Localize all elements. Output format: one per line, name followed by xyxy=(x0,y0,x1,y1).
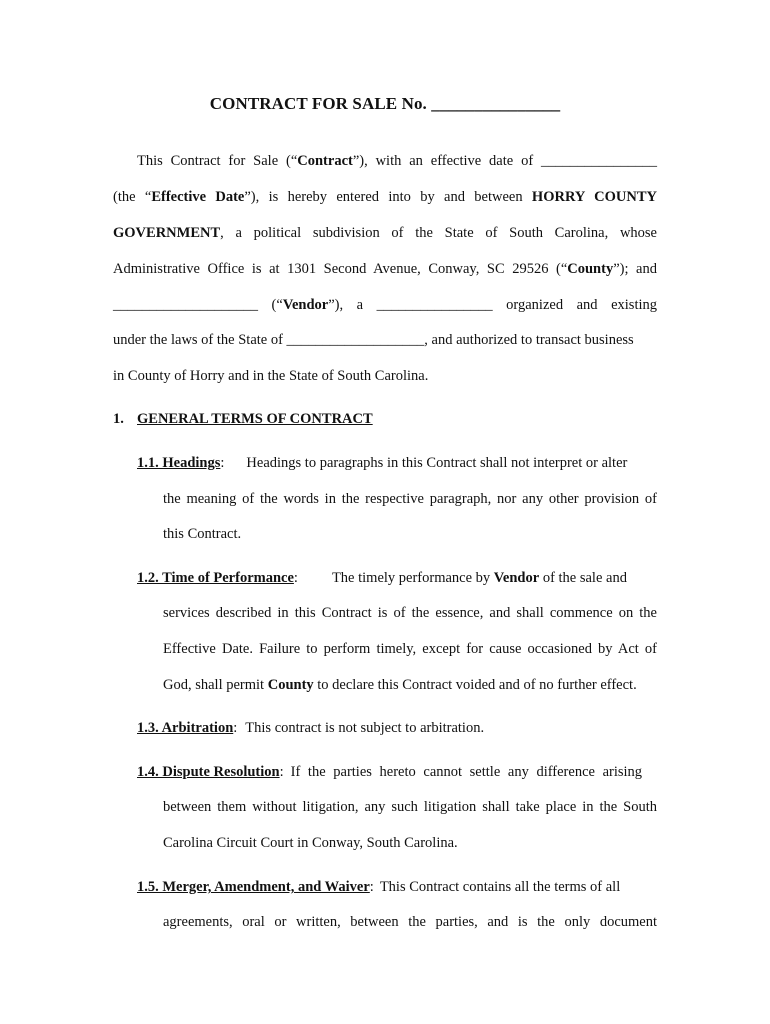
intro-text: organized and existing xyxy=(492,297,658,313)
item-1-2-line-3: Effective Date. Failure to perform timely, except for cause occasioned by Act of xyxy=(163,641,657,657)
item-1-2-line-2: services described in this Contract is of the essence, and shall commence on the xyxy=(163,605,657,621)
item-1-2-line-1 xyxy=(137,568,657,588)
entity-type-blank: ________________ xyxy=(376,297,493,313)
item-text: of the sale and xyxy=(539,570,627,586)
intro-text: ”), a xyxy=(328,297,377,313)
county-term: County xyxy=(267,677,314,693)
item-1-5-line-1 xyxy=(137,877,657,897)
intro-line-2 xyxy=(113,187,657,207)
item-text: God, shall permit xyxy=(163,677,268,693)
intro-text: ”), with an effective date of ________________ xyxy=(352,153,657,169)
intro-line-7: in County of Horry and in the State of South Carolina. xyxy=(113,368,429,384)
intro-text: ”), is hereby entered into by and between xyxy=(244,189,532,205)
item-text: The timely performance by xyxy=(331,570,494,586)
intro-text: under the laws of the State of xyxy=(113,332,287,348)
item-1-4-line-3: Carolina Circuit Court in Conway, South Carolina. xyxy=(163,835,458,851)
intro-line-4 xyxy=(113,259,657,279)
item-1-4-line-1 xyxy=(137,762,657,782)
section-number: 1. xyxy=(113,411,124,427)
intro-line-1 xyxy=(137,151,657,171)
item-label: 1.1. Headings xyxy=(137,455,221,471)
colon: : xyxy=(293,570,298,586)
colon: : xyxy=(233,720,238,736)
item-text: Headings to paragraphs in this Contract shall not interpret or alter xyxy=(246,455,628,471)
intro-text: (the “ xyxy=(113,189,152,205)
intro-text: Administrative Office is at 1301 Second Avenue, Conway, SC 29526 (“ xyxy=(113,261,568,277)
item-text: This contract is not subject to arbitration. xyxy=(245,720,485,736)
section-heading xyxy=(113,409,373,429)
item-label: 1.4. Dispute Resolution xyxy=(137,764,280,780)
item-text: If the parties hereto cannot settle any difference arising xyxy=(290,764,643,780)
intro-line-5 xyxy=(113,295,657,315)
intro-line-3 xyxy=(113,223,657,243)
item-label: 1.3. Arbitration xyxy=(137,720,234,736)
item-label: 1.2. Time of Performance xyxy=(137,570,294,586)
item-1-1-line-2: the meaning of the words in the respective paragraph, nor any other provision of xyxy=(163,491,657,507)
party-name: GOVERNMENT xyxy=(113,225,221,241)
vendor-term: Vendor xyxy=(282,297,329,313)
item-1-5-line-2: agreements, oral or written, between the parties, and is the only document xyxy=(163,914,657,930)
colon: : xyxy=(279,764,284,780)
intro-text: ”); and xyxy=(613,261,657,277)
effective-date-term: Effective Date xyxy=(151,189,245,205)
contract-title: CONTRACT FOR SALE No. _______________ xyxy=(209,94,561,113)
vendor-term: Vendor xyxy=(493,570,540,586)
item-text: to declare this Contract voided and of no further effect. xyxy=(313,677,637,693)
item-1-3-line-1 xyxy=(137,718,657,738)
vendor-blank: ____________________ (“ xyxy=(113,297,283,313)
item-1-2-line-4 xyxy=(163,675,657,695)
intro-text: , a political subdivision of the State of South Carolina, whose xyxy=(220,225,657,241)
item-1-1-line-3: this Contract. xyxy=(163,526,242,542)
item-1-4-line-2: between them without litigation, any such litigation shall take place in the South xyxy=(163,799,657,815)
intro-text: This Contract for Sale (“ xyxy=(137,153,298,169)
county-term: County xyxy=(567,261,614,277)
item-1-1-line-1 xyxy=(137,453,657,473)
section-title: GENERAL TERMS OF CONTRACT xyxy=(137,411,373,427)
contract-term: Contract xyxy=(297,153,353,169)
colon: : xyxy=(369,879,374,895)
party-name: HORRY COUNTY xyxy=(531,189,658,205)
intro-line-6 xyxy=(113,330,657,350)
item-text: This Contract contains all the terms of all xyxy=(379,879,621,895)
state-blank: ___________________ xyxy=(286,332,425,348)
intro-text: , and authorized to transact business xyxy=(424,332,634,348)
item-label: 1.5. Merger, Amendment, and Waiver xyxy=(137,879,370,895)
colon: : xyxy=(220,455,225,471)
